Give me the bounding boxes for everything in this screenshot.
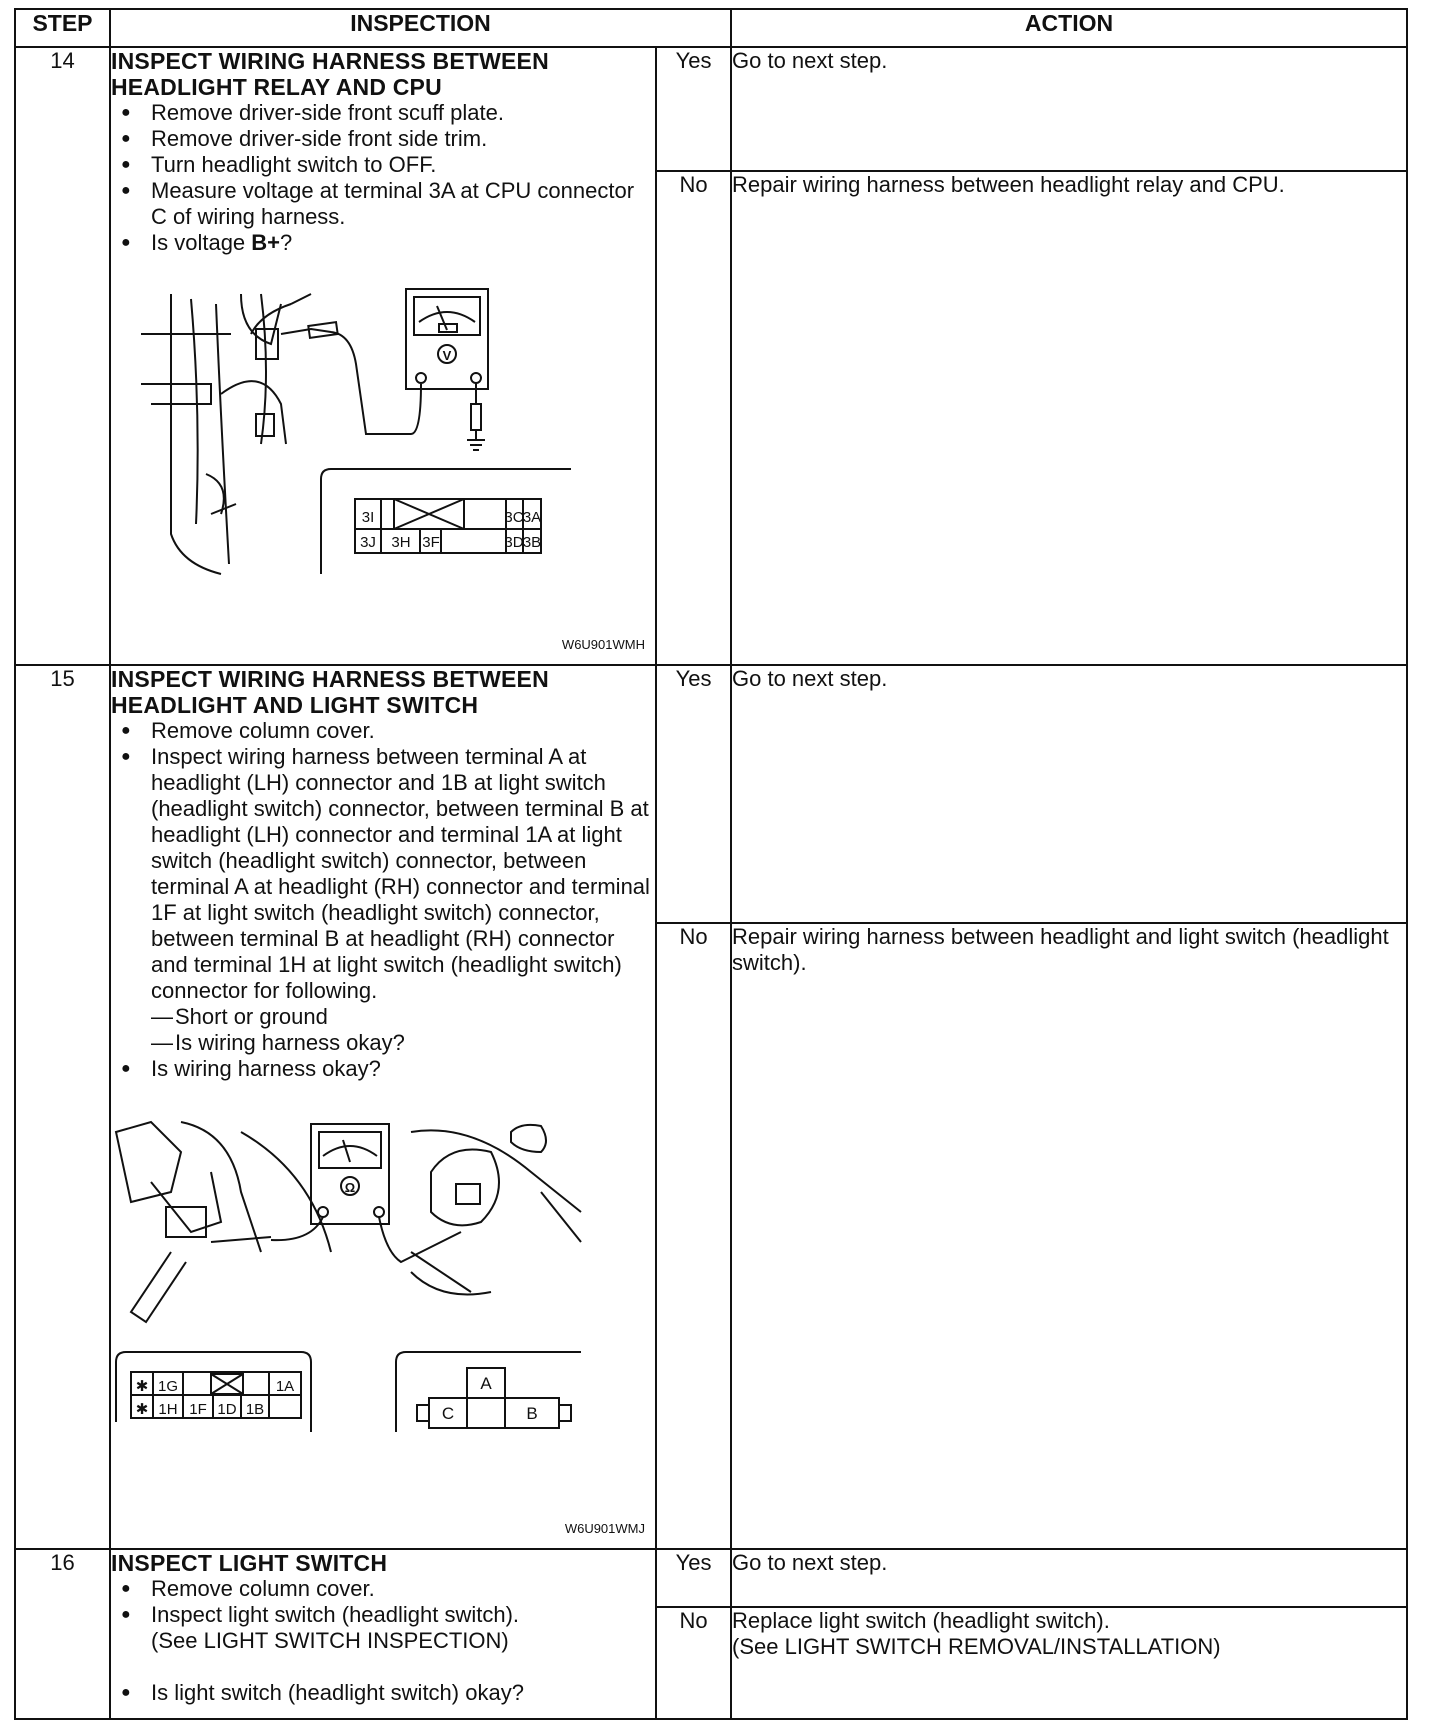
- terminal-label: C: [441, 1404, 455, 1423]
- bullet-item: ● Inspect light switch (headlight switch).: [111, 1602, 655, 1628]
- terminal-label: 3F: [422, 534, 440, 551]
- step-14-yes-row: [15, 47, 1407, 171]
- step-title: INSPECT LIGHT SWITCH: [111, 1550, 388, 1576]
- bullet-item: ● Remove driver-side front scuff plate.: [111, 100, 655, 126]
- terminal-label: 3H: [391, 534, 411, 551]
- terminal-label: A: [480, 1374, 492, 1393]
- no-label: No: [656, 923, 731, 1549]
- bullet-item: ● Measure voltage at terminal 3A at CPU connector C of wiring harness.: [111, 178, 655, 230]
- figure-code: W6U901WMH: [561, 637, 645, 652]
- step-header: STEP: [15, 9, 110, 47]
- question-item: ● Is voltage B+?: [111, 230, 655, 256]
- bullet-item: ● Remove driver-side front side trim.: [111, 126, 655, 152]
- terminal-label: 3A: [522, 509, 542, 526]
- bullet-item: ● Remove column cover.: [111, 718, 655, 744]
- step-15-yes-row: [15, 665, 1407, 923]
- figure-code: W6U901WMJ: [564, 1521, 645, 1536]
- step-16-inspection: [110, 1549, 656, 1719]
- step-title: INSPECT WIRING HARNESS BETWEEN HEADLIGHT RELAY AND CPU: [111, 48, 549, 100]
- step-number: 15: [15, 665, 110, 1549]
- no-action: Replace light switch (headlight switch). (See LIGHT SWITCH REMOVAL/INSTALLATION): [731, 1607, 1407, 1719]
- no-action: Repair wiring harness between headlight and light switch (headlight switch).: [731, 923, 1407, 1549]
- bullet-item: ● Is wiring harness okay?: [111, 1056, 655, 1082]
- no-label: No: [656, 171, 731, 665]
- yes-label: Yes: [656, 1549, 731, 1607]
- no-label: No: [656, 1607, 731, 1719]
- terminal-label: 1H: [158, 1401, 178, 1418]
- step-16-yes-row: [15, 1549, 1407, 1607]
- terminal-label: 3J: [360, 534, 376, 551]
- terminal-label: 3D: [504, 534, 524, 551]
- step-title: INSPECT WIRING HARNESS BETWEEN HEADLIGHT AND LIGHT SWITCH: [111, 666, 549, 718]
- terminal-label: 1G: [157, 1378, 179, 1395]
- bullet-list: [111, 718, 655, 1082]
- terminal-label: 1D: [217, 1401, 237, 1418]
- bullet-list: [111, 1576, 655, 1706]
- header-row: [15, 9, 1407, 47]
- see-note: (See LIGHT SWITCH INSPECTION): [151, 1628, 509, 1653]
- step-15-inspection: [110, 665, 656, 1549]
- yes-action: Go to next step.: [731, 47, 1407, 171]
- meter-symbol: Ω: [344, 1180, 356, 1195]
- yes-label: Yes: [656, 665, 731, 923]
- meter-symbol: V: [442, 348, 452, 363]
- step-14-inspection: [110, 47, 656, 665]
- terminal-label: 1F: [189, 1401, 207, 1418]
- bullet-item: ● Is light switch (headlight switch) okay?: [111, 1680, 655, 1706]
- step-number: 14: [15, 47, 110, 665]
- diagnostic-table: [14, 8, 1408, 1720]
- terminal-label: 3B: [522, 534, 542, 551]
- terminal-label: ✱: [135, 1401, 149, 1418]
- yes-action: Go to next step.: [731, 665, 1407, 923]
- resistance-measurement-figure: [111, 1112, 591, 1432]
- action-header: ACTION: [731, 9, 1407, 47]
- sub-item: — Is wiring harness okay?: [111, 1030, 655, 1056]
- no-action: Repair wiring harness between headlight relay and CPU.: [731, 171, 1407, 665]
- terminal-label: 1A: [275, 1378, 295, 1395]
- bullet-item: ● Turn headlight switch to OFF.: [111, 152, 655, 178]
- yes-label: Yes: [656, 47, 731, 171]
- bullet-item: ● Inspect wiring harness between terminal A at headlight (LH) connector and 1B at light switch (headlight switch) connector, between terminal B at headlight (LH) connector and terminal 1A at light switch (headlight switch) connector, between terminal A at headlight (RH) connector and terminal 1F at light switch (headlight switch) connector, between terminal B at headlight (RH) connector and terminal 1H at light switch (headlight switch) connector for following.: [111, 744, 655, 1004]
- step-number: 16: [15, 1549, 110, 1719]
- terminal-label: B: [526, 1404, 538, 1423]
- inspection-header: INSPECTION: [110, 9, 731, 47]
- terminal-label: ✱: [135, 1378, 149, 1395]
- sub-item: — Short or ground: [111, 1004, 655, 1030]
- voltage-measurement-figure: [111, 274, 591, 624]
- bullet-item: ● Remove column cover.: [111, 1576, 655, 1602]
- yes-action: Go to next step.: [731, 1549, 1407, 1607]
- terminal-label: 3C: [504, 509, 524, 526]
- terminal-label: 1B: [245, 1401, 265, 1418]
- terminal-label: 3I: [361, 509, 375, 526]
- bullet-list: [111, 100, 655, 256]
